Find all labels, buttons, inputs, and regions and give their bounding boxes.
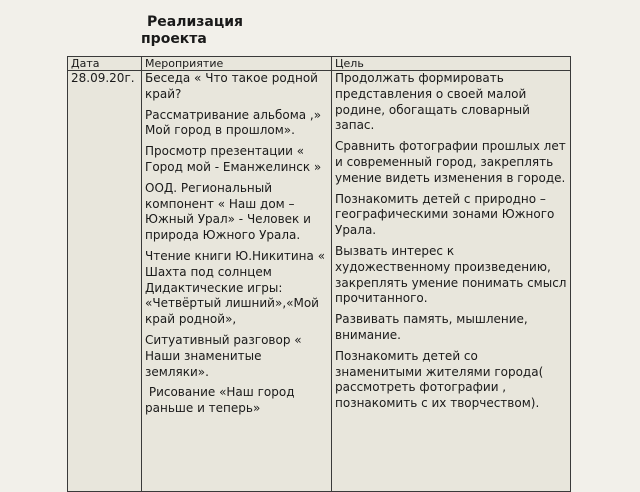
slide-title	[141, 14, 261, 48]
table-row	[68, 71, 571, 492]
date-cell	[68, 71, 142, 492]
goal-item: Познакомить детей со знаменитыми жителями города( рассмотреть фотографии , познакомить с их творчеством).	[335, 348, 544, 411]
goal-item: Продолжать формировать представления о своей малой родине, обогащать словарный запас.	[335, 71, 530, 133]
goal-item: Сравнить фотографии прошлых лет и современный город, закреплять умение видеть изменения в городе.	[335, 139, 566, 185]
event-item: Беседа « Что такое родной край?	[145, 71, 318, 101]
event-item: Ситуативный разговор « Наши знаменитые земляки».	[145, 332, 302, 379]
event-cell	[142, 71, 332, 492]
slide-title-line2: проекта	[141, 31, 207, 47]
event-item: Рассматривание альбома ,» Мой город в прошлом».	[145, 107, 322, 138]
event-item: Рисование «Наш город раньше и теперь»	[145, 385, 299, 416]
slide-title-line1: Реализация	[147, 14, 244, 30]
header-goal: Цель	[332, 57, 571, 71]
project-plan-table	[67, 56, 571, 492]
goal-item: Развивать память, мышление, внимание.	[335, 312, 528, 342]
event-item: Чтение книги Ю.Никитина « Шахта под солнцем Дидактические игры: «Четвёртый лишний»,«Мой край родной»,	[145, 248, 326, 327]
goal-item: Вызвать интерес к художественному произведению, закреплять умение понимать смысл прочитанного.	[335, 243, 567, 306]
header-date: Дата	[68, 57, 142, 71]
event-item: Просмотр презентации « Город мой - Еманжелинск »	[145, 144, 322, 174]
date-value: 28.09.20г.	[71, 71, 135, 85]
goal-item: Познакомить детей с природно – географическими зонами Южного Урала.	[335, 191, 555, 238]
header-event: Мероприятие	[142, 57, 332, 71]
goal-cell	[332, 71, 571, 492]
table-header-row	[68, 57, 571, 71]
event-item: ООД. Региональный компонент « Наш дом – Южный Урал» - Человек и природа Южного Урала.	[145, 180, 311, 243]
